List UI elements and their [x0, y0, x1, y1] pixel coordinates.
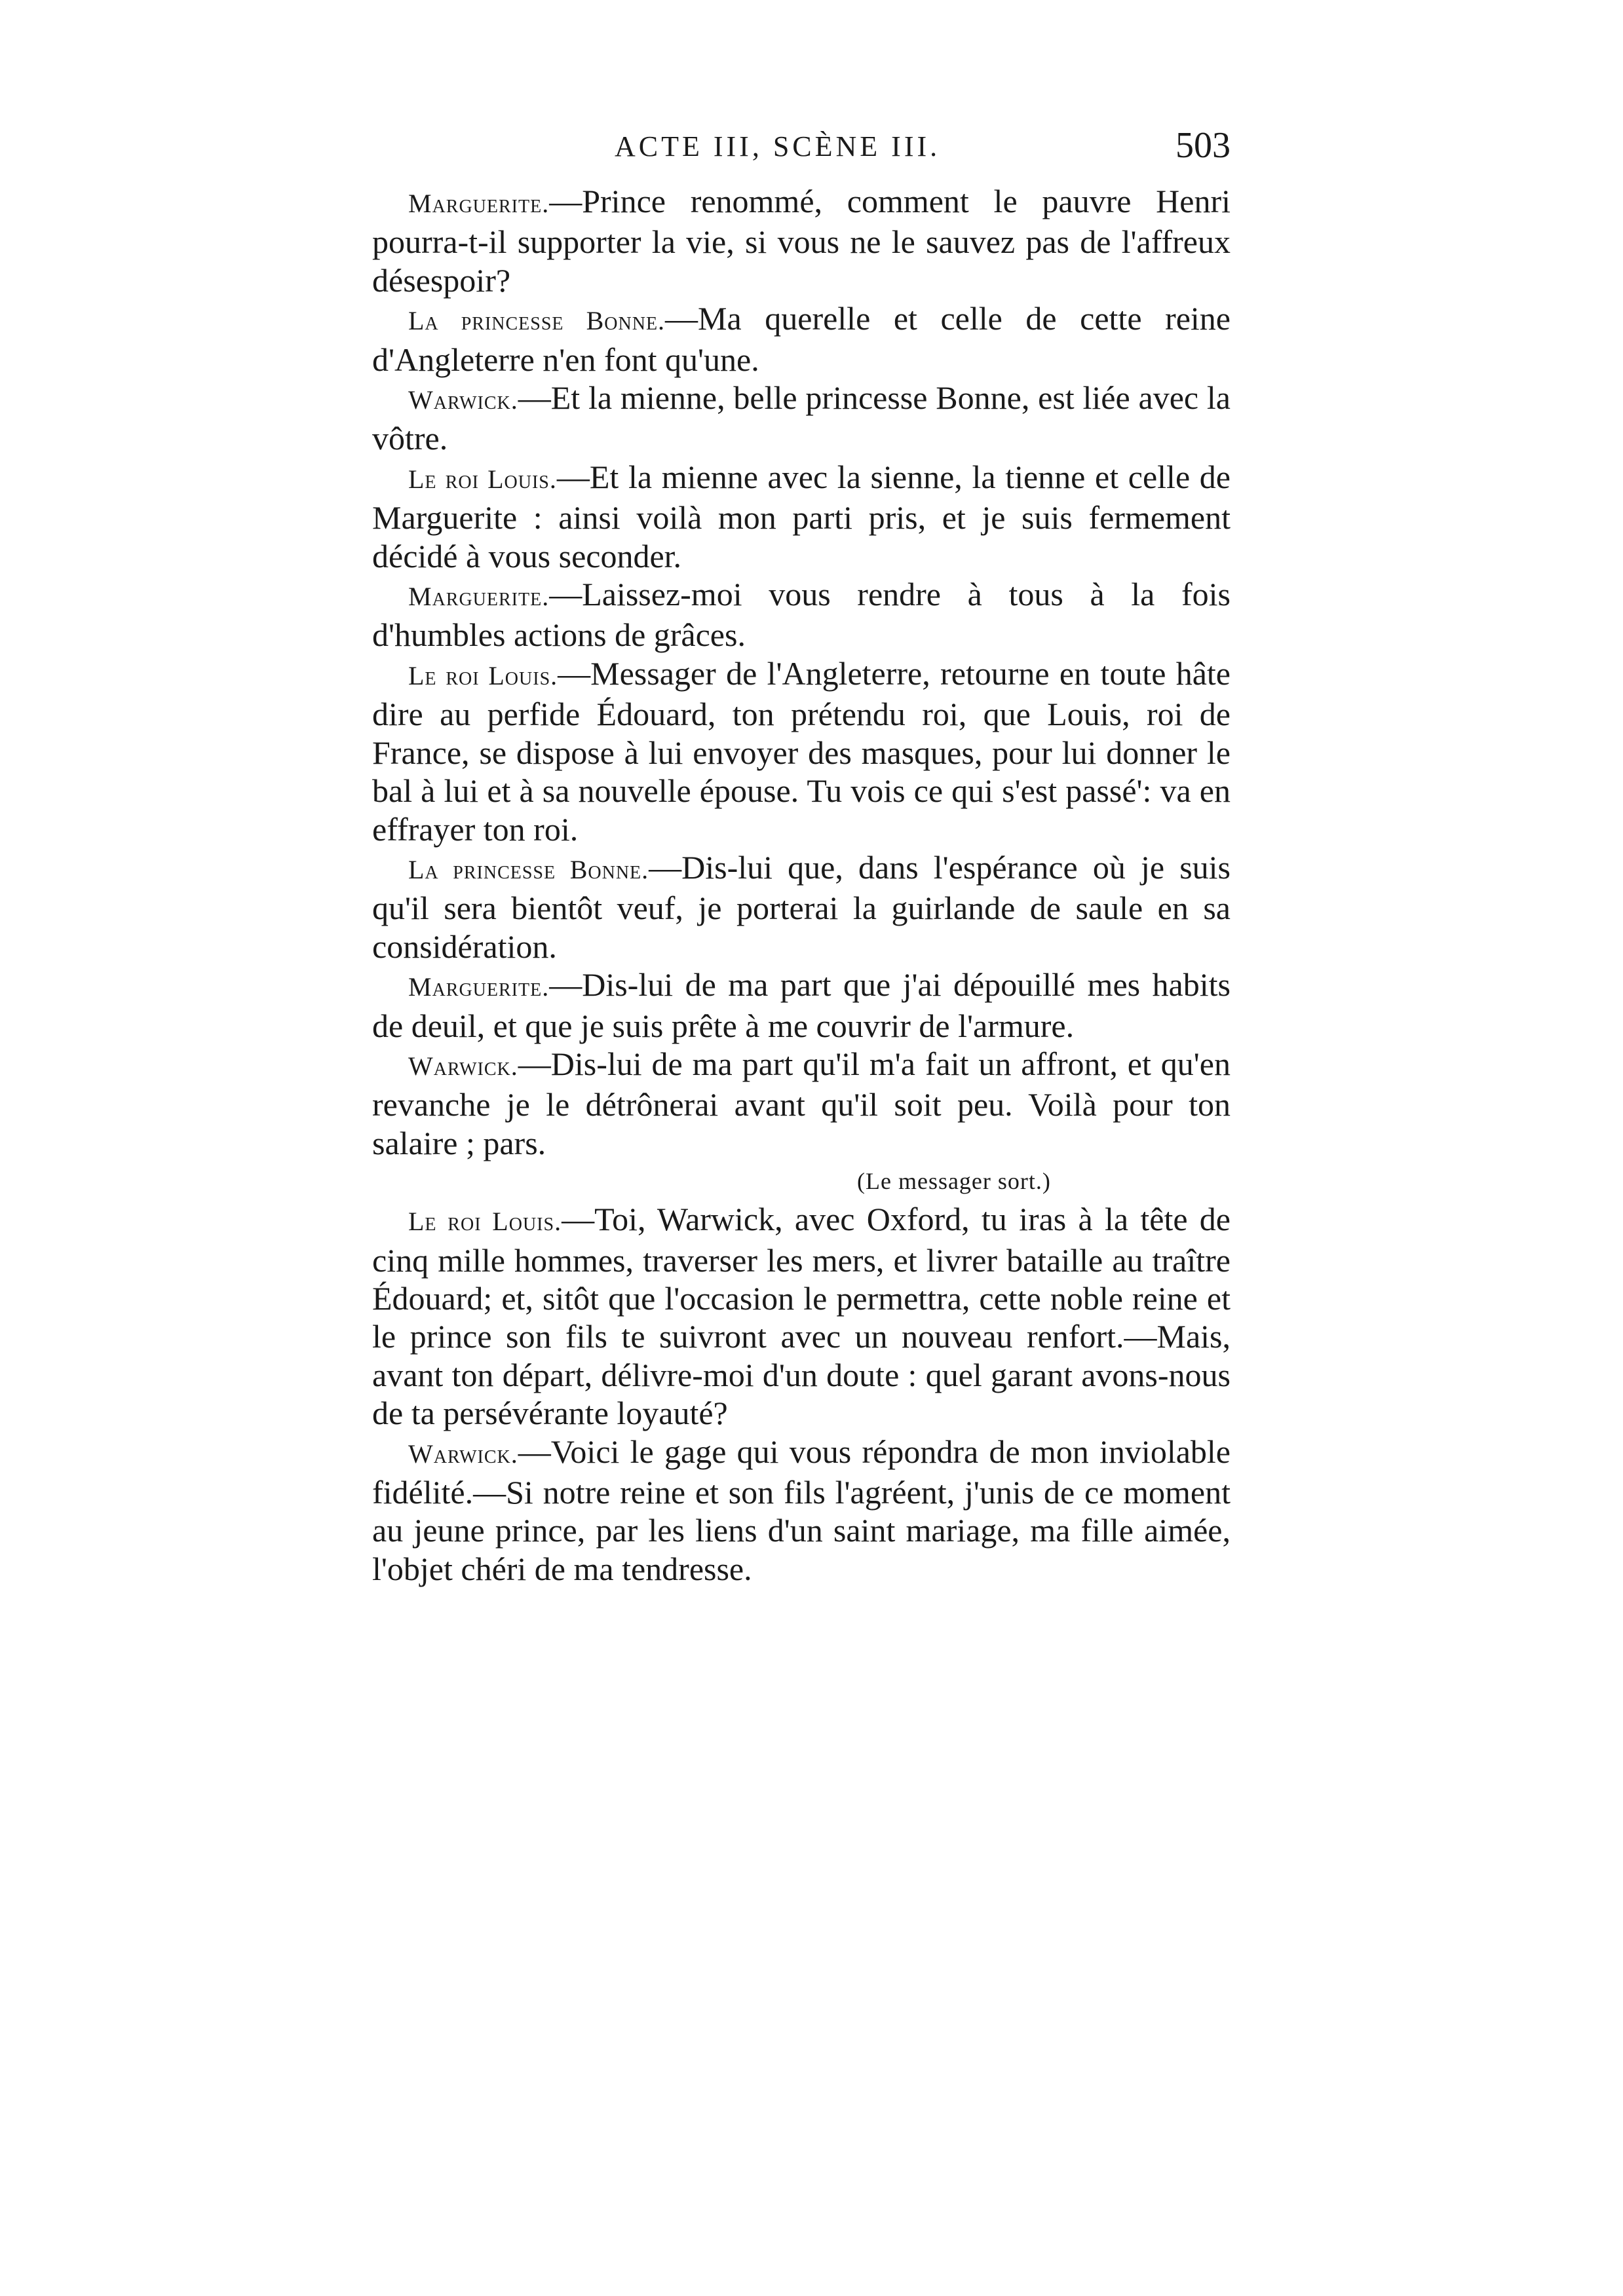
speech	[372, 182, 1231, 299]
dialogue-text	[372, 182, 1231, 1588]
speaker-name: Warwick.	[408, 1051, 518, 1081]
speaker-name: Le roi Louis.	[408, 1207, 562, 1237]
speech-text: —Dis-lui de ma part que j'ai dépouillé mes habits de deuil, et que je suis prête à me couvrir de l'armure.	[372, 966, 1231, 1044]
speech	[372, 299, 1231, 379]
speech-text: —Dis-lui de ma part qu'il m'a fait un affront, et qu'en revanche je le détrônerai avant qu'il soit peu. Voilà pour ton salaire ; pars.	[372, 1045, 1231, 1161]
speech-text: —Prince renommé, comment le pauvre Henri pourra-t-il supporter la vie, si vous ne le sauvez pas de l'affreux désespoir?	[372, 183, 1231, 299]
speaker-name: Marguerite.	[408, 972, 550, 1002]
page-number: 503	[1175, 125, 1231, 166]
speech-text: —Laissez-moi vous rendre à tous à la fois d'humbles actions de grâces.	[372, 576, 1231, 654]
page-header	[372, 124, 1231, 170]
speech	[372, 379, 1231, 458]
speech-text: —Et la mienne avec la sienne, la tienne et celle de Marguerite : ainsi voilà mon parti pris, et je suis fermement décidé à vous seconder.	[372, 458, 1231, 574]
speech-text: —Et la mienne, belle princesse Bonne, est liée avec la vôtre.	[372, 379, 1231, 457]
speaker-name: La princesse Bonne.	[408, 854, 649, 884]
speech	[372, 1433, 1231, 1589]
running-head: ACTE III, SCÈNE III.	[615, 130, 941, 162]
speech	[372, 1200, 1231, 1432]
stage-direction: (Le messager sort.)	[857, 1168, 1051, 1195]
speech	[372, 1045, 1231, 1162]
speaker-name: Marguerite.	[408, 582, 550, 612]
speech-text: —Messager de l'Angleterre, retourne en toute hâte dire au perfide Édouard, ton prétendu roi, que Louis, roi de France, se dispose à lui envoyer des masques, pour lui donner le bal à lui et à sa nouvelle épouse. Tu vois ce qui s'est passé': va en effrayer ton roi.	[372, 654, 1231, 848]
speaker-name: La princesse Bonne.	[408, 306, 666, 336]
speech	[372, 848, 1231, 966]
speaker-name: Le roi Louis.	[408, 464, 557, 494]
speech	[372, 575, 1231, 654]
speech-text: —Voici le gage qui vous répondra de mon inviolable fidélité.—Si notre reine et son fils l'agréent, j'unis de ce moment au jeune prince, par les liens d'un saint mariage, ma fille aimée, l'objet chéri de ma tendresse.	[372, 1433, 1231, 1587]
speaker-name: Warwick.	[408, 1439, 518, 1469]
speech-text: —Ma querelle et celle de cette reine d'Angleterre n'en font qu'une.	[372, 300, 1231, 378]
speaker-name: Warwick.	[408, 385, 518, 415]
speech	[372, 458, 1231, 575]
speaker-name: Le roi Louis.	[408, 660, 558, 690]
speech	[372, 654, 1231, 848]
speech-text: —Dis-lui que, dans l'espérance où je suis qu'il sera bientôt veuf, je porterai la guirlande de saule en sa considération.	[372, 848, 1231, 965]
speaker-name: Marguerite.	[408, 189, 550, 218]
speech-text: —Toi, Warwick, avec Oxford, tu iras à la tête de cinq mille hommes, traverser les mers, et livrer bataille au traître Édouard; et, sitôt que l'occasion le permettra, cette noble reine et le prince son fils te suivront avec un nouveau renfort.—Mais, avant ton départ, délivre-moi d'un doute : quel garant avons-nous de ta persévérante loyauté?	[372, 1201, 1231, 1432]
speech	[372, 966, 1231, 1045]
